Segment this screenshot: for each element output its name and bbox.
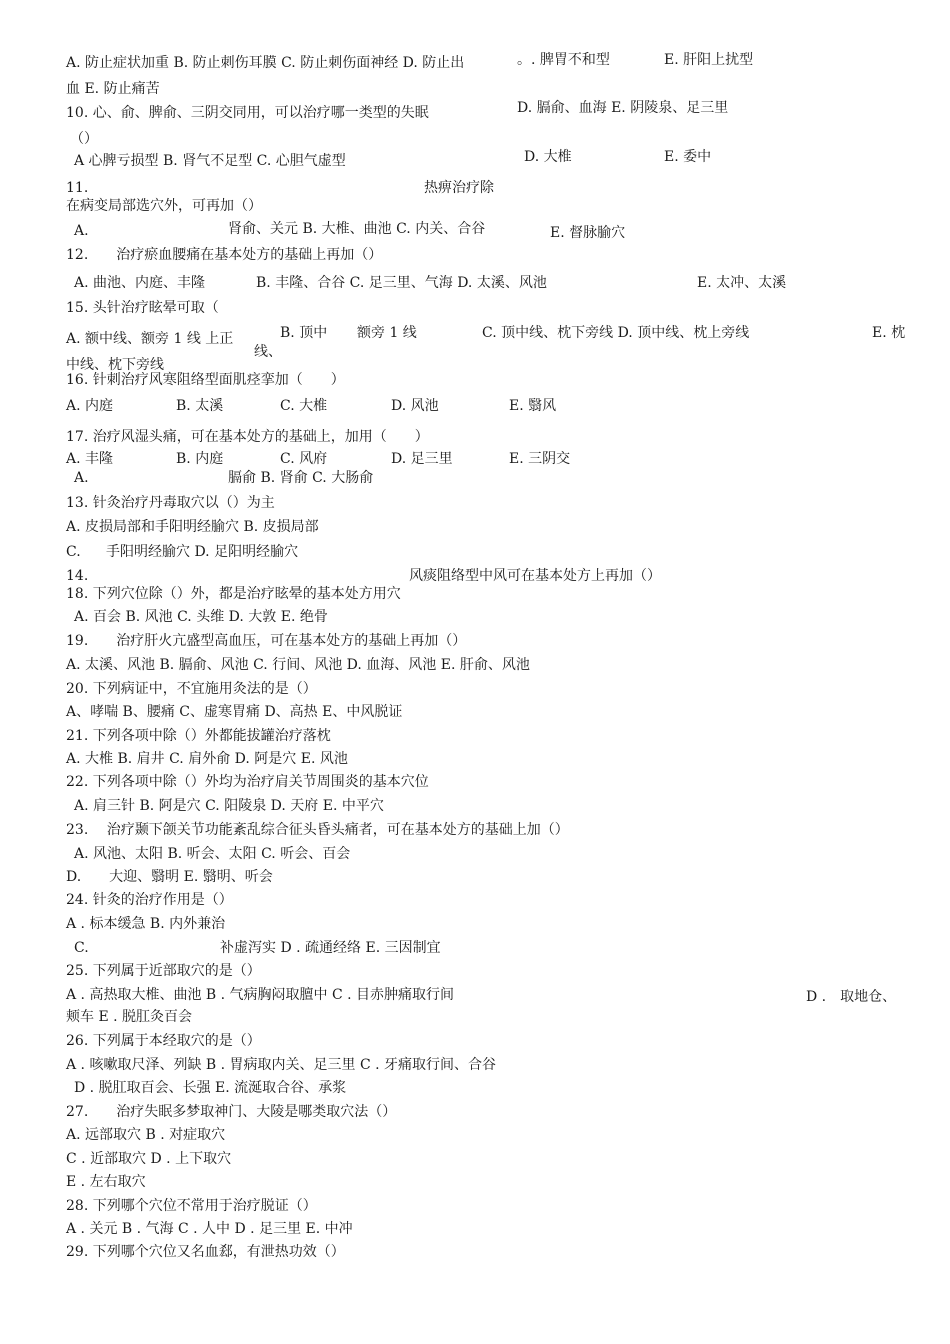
text-line: 中线、枕下旁线 <box>66 357 164 373</box>
text-line: A. 远部取穴 B . 对症取穴 <box>66 1127 226 1143</box>
text-line: （） <box>70 131 98 147</box>
text-line: 血 E. 防止痛苦 <box>66 81 160 97</box>
text-line: 肾俞、关元 B. 大椎、曲池 C. 内关、合谷 <box>228 221 486 237</box>
text-line: D . 取地仓、 <box>806 989 897 1005</box>
question-22: 22. 下列各项中除（）外均为治疗肩关节周围炎的基本穴位 <box>66 774 429 790</box>
text-line: E. 翳风 <box>509 398 557 414</box>
text-line: E. 委中 <box>664 149 712 165</box>
text-line: E. 肝阳上扰型 <box>664 52 754 68</box>
text-line: 膈俞 B. 肾俞 C. 大肠俞 <box>228 470 374 486</box>
question-15: 15. 头针治疗眩晕可取（ <box>66 300 219 316</box>
text-line: 额旁 1 线 <box>357 325 417 341</box>
text-line: B. 顶中 <box>280 325 328 341</box>
text-line: C. <box>66 544 81 560</box>
text-line: 手阳明经腧穴 D. 足阳明经腧穴 <box>106 544 299 560</box>
text-line: 线、 <box>254 344 282 360</box>
question-20: 20. 下列病证中，不宜施用灸法的是（） <box>66 681 317 697</box>
text-line: D . 脱肛取百会、长强 E. 流涎取合谷、承浆 <box>74 1080 347 1096</box>
question-23: 23. 治疗颞下颌关节功能紊乱综合征头昏头痛者，可在基本处方的基础上加（） <box>66 822 569 838</box>
text-line: B. 丰隆、合谷 C. 足三里、气海 D. 太溪、风池 <box>256 275 547 291</box>
question-10: 10. 心、俞、脾俞、三阴交同用，可以治疗哪一类型的失眠 <box>66 105 429 121</box>
text-line: A . 标本缓急 B. 内外兼治 <box>66 916 226 932</box>
text-line: A. 内庭 <box>66 398 114 414</box>
text-line: C. 风府 <box>280 451 328 467</box>
question-26: 26. 下列属于本经取穴的是（） <box>66 1033 261 1049</box>
text-line: A. 太溪、风池 B. 膈俞、风池 C. 行间、风池 D. 血海、风池 E. 肝俞、风池 <box>66 657 530 673</box>
text-line: D. 大迎、翳明 E. 翳明、听会 <box>66 869 273 885</box>
text-line: 热痹治疗除 <box>424 180 494 196</box>
text-line: E . 左右取穴 <box>66 1174 146 1190</box>
text-line: A. 额中线、额旁 1 线 上正 <box>66 331 234 347</box>
question-24: 24. 针灸的治疗作用是（） <box>66 892 233 908</box>
question-19: 19. 治疗肝火亢盛型高血压，可在基本处方的基础上再加（） <box>66 633 467 649</box>
text-line: E. 督脉腧穴 <box>550 225 626 241</box>
text-line: A. 风池、太阳 B. 听会、太阳 C. 听会、百会 <box>74 846 351 862</box>
text-line: A. 肩三针 B. 阿是穴 C. 阳陵泉 D. 天府 E. 中平穴 <box>74 798 384 814</box>
text-line: C . 近部取穴 D . 上下取穴 <box>66 1151 232 1167</box>
question-13: 13. 针灸治疗丹毒取穴以（）为主 <box>66 495 275 511</box>
text-line: C. 顶中线、枕下旁线 D. 顶中线、枕上旁线 <box>482 325 750 341</box>
text-line: B. 太溪 <box>176 398 224 414</box>
text-line: D. 膈俞、血海 E. 阴陵泉、足三里 <box>517 100 729 116</box>
text-line: 。. 脾胃不和型 <box>517 52 610 68</box>
question-28: 28. 下列哪个穴位不常用于治疗脱证（） <box>66 1198 317 1214</box>
text-line: E. 太冲、太溪 <box>697 275 787 291</box>
text-line: D. 大椎 <box>524 149 572 165</box>
text-line: 颊车 E . 脱肛灸百会 <box>66 1009 193 1025</box>
text-line: A. 防止症状加重 B. 防止刺伤耳膜 C. 防止刺伤面神经 D. 防止出 <box>66 55 465 71</box>
text-line: A 心脾亏损型 B. 肾气不足型 C. 心胆气虚型 <box>74 153 346 169</box>
question-16: 16. 针刺治疗风寒阻络型面肌痉挛加（ ） <box>66 372 345 388</box>
question-18: 18. 下列穴位除（）外，都是治疗眩晕的基本处方用穴 <box>66 586 401 602</box>
text-line: A. 大椎 B. 肩井 C. 肩外俞 D. 阿是穴 E. 风池 <box>66 751 348 767</box>
question-17: 17. 治疗风湿头痛，可在基本处方的基础上，加用（ ） <box>66 429 429 445</box>
text-line: 风痰阻络型中风可在基本处方上再加（） <box>409 568 661 584</box>
text-line: A. 百会 B. 风池 C. 头维 D. 大敦 E. 绝骨 <box>74 609 328 625</box>
question-11: 11. <box>66 180 89 196</box>
text-line: 补虚泻实 D . 疏通经络 E. 三因制宜 <box>220 940 441 956</box>
text-line: C. 大椎 <box>280 398 328 414</box>
question-21: 21. 下列各项中除（）外都能拔罐治疗落枕 <box>66 728 331 744</box>
text-line: A . 咳嗽取尺泽、列缺 B . 胃病取内关、足三里 C . 牙痛取行间、合谷 <box>66 1057 497 1073</box>
question-29: 29. 下列哪个穴位又名血郄，有泄热功效（） <box>66 1244 345 1260</box>
question-27: 27. 治疗失眠多梦取神门、大陵是哪类取穴法（） <box>66 1104 397 1120</box>
text-line: A. <box>74 470 89 486</box>
text-line: D. 风池 <box>391 398 439 414</box>
text-line: E. 枕 <box>872 325 906 341</box>
text-line: A. 丰隆 <box>66 451 114 467</box>
text-line: B. 内庭 <box>176 451 224 467</box>
text-line: D. 足三里 <box>391 451 453 467</box>
question-14: 14. <box>66 568 89 584</box>
text-line: A. 皮损局部和手阳明经腧穴 B. 皮损局部 <box>66 519 319 535</box>
question-12: 12. 治疗瘀血腰痛在基本处方的基础上再加（） <box>66 247 383 263</box>
question-25: 25. 下列属于近部取穴的是（） <box>66 963 261 979</box>
text-line: 在病变局部选穴外，可再加（） <box>66 198 262 214</box>
text-line: E. 三阴交 <box>509 451 571 467</box>
text-line: C. <box>74 940 89 956</box>
text-line: A、哮喘 B、腰痛 C、虚寒胃痛 D、高热 E、中风脱证 <box>66 704 403 720</box>
text-line: A . 高热取大椎、曲池 B . 气病胸闷取膻中 C . 目赤肿痛取行间 <box>66 987 455 1003</box>
text-line: A. 曲池、内庭、丰隆 <box>74 275 206 291</box>
text-line: A. <box>74 223 89 239</box>
text-line: A . 关元 B . 气海 C . 人中 D . 足三里 E. 中冲 <box>66 1221 353 1237</box>
